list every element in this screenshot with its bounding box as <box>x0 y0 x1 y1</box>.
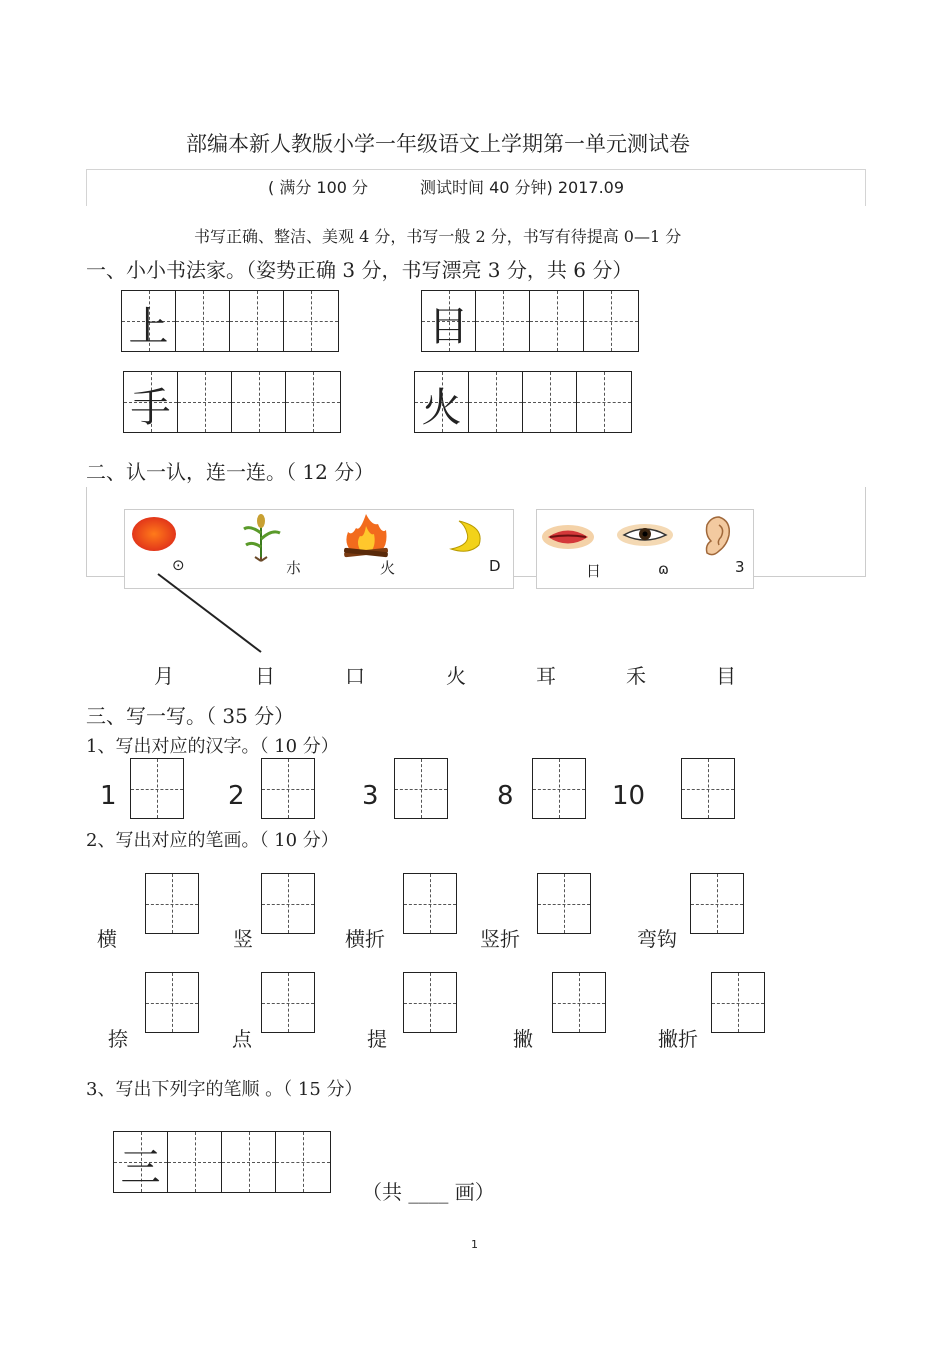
stroke-label: 点 <box>232 1027 252 1051</box>
full-score: ( 满分 100 分 <box>268 178 369 197</box>
stroke-label: 捺 <box>108 1027 128 1051</box>
fire-icon <box>338 512 394 558</box>
match-word[interactable]: 日 <box>255 664 275 688</box>
eye-icon <box>616 521 674 549</box>
page-number: 1 <box>471 1238 478 1251</box>
char-grid-shou[interactable] <box>123 371 341 433</box>
answer-box[interactable] <box>394 758 448 819</box>
ancient-glyph-sun: ⊙ <box>172 556 185 574</box>
q3-label: 3、写出下列字的笔顺 。（ 15 分） <box>86 1079 363 1100</box>
answer-box[interactable] <box>145 972 199 1033</box>
char-grid-mu[interactable] <box>421 290 639 352</box>
answer-box[interactable] <box>403 873 457 934</box>
stroke-label: 竖折 <box>480 927 520 951</box>
match-word[interactable]: 火 <box>446 664 466 688</box>
number-label: 3 <box>362 781 379 811</box>
number-label: 1 <box>100 781 117 811</box>
ancient-glyph-mouth: 日 <box>586 562 602 580</box>
writing-note: 书写正确、整洁、美观 4 分，书写一般 2 分，书写有待提高 0—1 分 <box>194 227 682 246</box>
answer-box[interactable] <box>261 972 315 1033</box>
mouth-icon <box>540 522 596 552</box>
answer-box[interactable] <box>403 972 457 1033</box>
stroke-label: 撇 <box>513 1027 533 1051</box>
section1-heading: 一、小小书法家。（姿势正确 3 分，书写漂亮 3 分，共 6 分） <box>86 258 633 282</box>
char-grid-huo[interactable] <box>414 371 632 433</box>
ear-icon <box>697 515 733 559</box>
answer-box[interactable] <box>537 873 591 934</box>
stroke-label: 竖 <box>233 927 253 951</box>
match-word[interactable]: 禾 <box>626 664 646 688</box>
example-connector-line <box>155 572 265 656</box>
moon-icon <box>445 517 489 555</box>
match-word[interactable]: 目 <box>716 664 736 688</box>
answer-box[interactable] <box>690 873 744 934</box>
section2-heading: 二、认一认，连一连。（ 12 分） <box>86 460 375 484</box>
match-word[interactable]: 耳 <box>536 664 556 688</box>
stroke-label: 横折 <box>345 927 385 951</box>
ancient-glyph-ear: 3 <box>735 558 745 576</box>
stroke-count-blank[interactable]: （共 ____ 画） <box>362 1180 495 1204</box>
ancient-glyph-fire: 火 <box>380 559 396 577</box>
ancient-glyph-rice: 朩 <box>286 559 302 577</box>
sun-icon <box>130 515 178 553</box>
test-time: 测试时间 40 分钟) 2017.09 <box>420 178 625 197</box>
number-label: 2 <box>228 781 245 811</box>
section3-heading: 三、写一写。（ 35 分） <box>86 704 295 728</box>
stroke-order-grid[interactable] <box>113 1131 331 1193</box>
model-char: 上 <box>128 304 169 350</box>
match-word[interactable]: 口 <box>345 664 365 688</box>
stroke-label: 提 <box>367 1027 387 1051</box>
model-char: 手 <box>130 385 171 431</box>
ancient-glyph-eye: ɷ <box>658 560 669 578</box>
model-char: 火 <box>421 385 462 431</box>
q2-label: 2、写出对应的笔画。（ 10 分） <box>86 830 339 851</box>
answer-box[interactable] <box>552 972 606 1033</box>
char-grid-shang[interactable] <box>121 290 339 352</box>
match-word[interactable]: 月 <box>154 664 174 688</box>
model-char: 目 <box>428 304 469 350</box>
answer-box[interactable] <box>532 758 586 819</box>
stroke-label: 弯钩 <box>637 927 677 951</box>
rice-plant-icon <box>238 513 284 563</box>
answer-box[interactable] <box>130 758 184 819</box>
answer-box[interactable] <box>261 873 315 934</box>
number-label: 10 <box>612 781 646 811</box>
q1-label: 1、写出对应的汉字。（ 10 分） <box>86 736 339 757</box>
ancient-glyph-moon: D <box>489 557 501 575</box>
answer-box[interactable] <box>145 873 199 934</box>
answer-box[interactable] <box>681 758 735 819</box>
number-label: 8 <box>497 781 514 811</box>
model-char: 三 <box>120 1145 161 1191</box>
page-title: 部编本新人教版小学一年级语文上学期第一单元测试卷 <box>186 132 690 156</box>
answer-box[interactable] <box>261 758 315 819</box>
stroke-label: 撇折 <box>658 1027 698 1051</box>
stroke-label: 横 <box>97 927 117 951</box>
answer-box[interactable] <box>711 972 765 1033</box>
